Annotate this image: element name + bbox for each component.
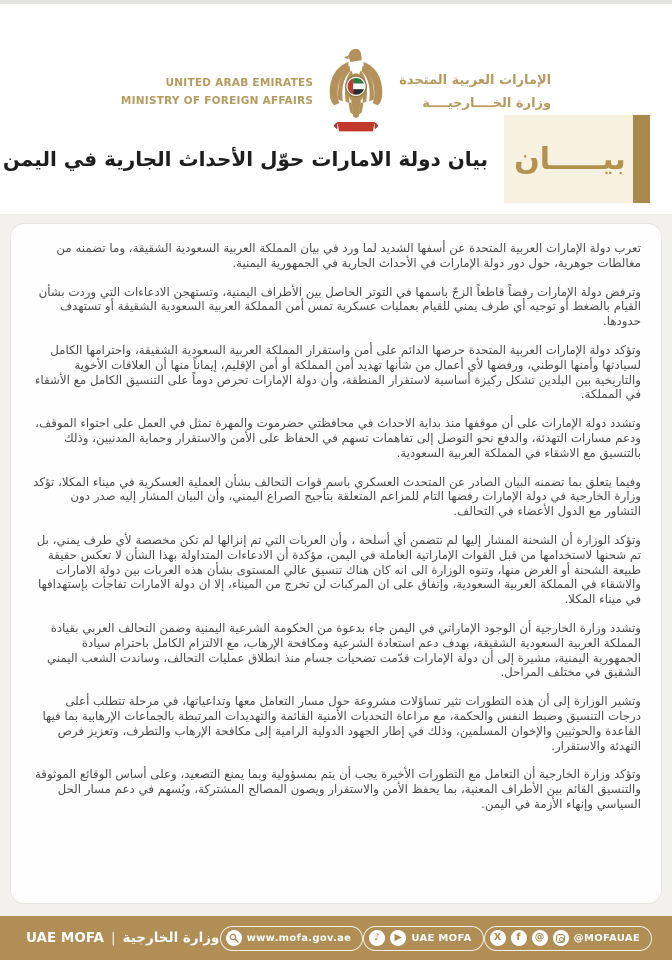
statement-paragraph: تعرب دولة الإمارات العربية المتحدة عن أسفها الشديد لما ورد في بيان المملكة العربية السعودية الشقيقة، وما تضمنه من مغالطات جوهرية، حول دور دولة الإمارات في الأحداث الجارية في الجمهورية اليمنية. [56,241,641,270]
footer-brand-en: UAE MOFA [26,930,104,946]
gold-accent-bar [633,115,650,203]
ministry-name-ar: وزارة الخــــارجيــــة [422,96,552,111]
statement-paragraph: وفيما يتعلق بما تضمنه البيان الصادر عن المتحدث العسكري باسم قوات التحالف بشأن العملية العسكرية في ميناء المكلا، تؤكد وزارة الخارجية في دولة الإمارات رفضها التام للمزاعم المتعلقة بتأجيج الصراع اليمني، وأن البيان المشار إليه صدر دون التشاور مع الدول الأعضاء في التحالف. [33,474,641,519]
statement-paragraph: وتؤكد الوزارة أن الشحنة المشار إليها لم تتضمن أي أسلحة ، وأن العربات التي تم إنزالها لم تكن مخصصة لأي طرف يمني، بل تم شحنها لاستخدامها من قبل القوات الإماراتية العاملة في اليمن، مؤكدة أن الادعاءات المتداولة بهذا الشأن لا تعكس حقيقة طبيعة الشحنة أو الغرض منها، وتنوه الوزارة الى انه كان هناك تنسيق عالي المستوى بشأن هذه العربات بين دولة الامارات والاشقاء في المملكة العربية السعودية، وإتفاق على ان المركبات لن تخرج من الميناء، إلا ان دولة الامارات تفاجأت بإستهدافها في ميناء المكلا. [36,532,641,607]
top-divider [0,0,672,4]
statement-paragraph: وتشدد دولة الإمارات على أن موقفها منذ بداية الاحداث في محافظتي حضرموت والمهرة تمثل في العمل على احتواء الموقف، ودعم مسارات التهدئة، والدفع نحو التوصل إلى تفاهمات تسهم في الحفاظ على الأمن والاستقرار وحماية المدنيين، وذلك بالتنسيق مع الاشقاء في المملكة العربية السعودية. [35,416,641,460]
video-channels-pill[interactable] [363,926,483,951]
ministry-name-arabic [399,69,551,116]
footer-brand-separator: | [110,930,116,946]
x-icon: X [490,930,506,946]
statement-paragraph: وتؤكد وزارة الخارجية أن التعامل مع التطورات الأخيرة يجب أن يتم بمسؤولية وبما يمنع التصعيد، وعلى أساس الوقائع الموثوقة والتنسيق القائم بين الأطراف المعنية، بما يحفظ الأمن والاستقرار ويصون المصالح المشتركة، ويُسهم في دعم مسار الحل السياسي وإنهاء الأزمة في اليمن. [34,767,641,811]
statement-body [0,214,672,916]
footer-brand [26,930,219,946]
ministry-name-en: MINISTRY OF FOREIGN AFFAIRS [120,95,314,107]
tiktok-icon: ♪ [369,930,385,946]
website-url: www.mofa.gov.ae [246,932,352,944]
country-name-en: UNITED ARAB EMIRATES [165,76,314,89]
facebook-icon: f [511,930,527,946]
statement-paragraph: وترفض دولة الإمارات رفضاً قاطعاً الزجّ باسمها في التوتر الحاصل بين الأطراف اليمنية، وتستهجن الادعاءات التي وردت بشأن القيام بالضغط أو توجيه أي طرف يمني للقيام بعمليات عسكرية تمس أمن المملكة العربية السعودية الشقيقة أو تستهدف حدودها. [38,284,641,329]
ministry-name-english [121,74,313,111]
instagram-icon [553,930,569,946]
footer-bar [0,916,672,960]
footer-brand-ar: وزارة الخارجية [122,930,220,946]
youtube-icon: ▶ [390,930,406,946]
threads-icon: @ [532,930,548,946]
social-media-pill[interactable] [484,926,652,951]
statement-label-box [504,115,650,203]
search-icon [226,930,242,946]
statement-paragraph: وتشير الوزارة إلى أن هذه التطورات تثير تساؤلات مشروعة حول مسار التعامل معها وتداعياتها، في مرحلة تتطلب أعلى درجات التنسيق وضبط النفس والحكمة، مع مراعاة التحديات الأمنية القائمة والتهديدات المرتبطة بالجماعات الإرهابية بما فيها القاعدة والحوثيين والإخوان المسلمين، وذلك في إطار الجهود الدولية الرامية إلى مكافحة الإرهاب والتطرف، وتعزيز فرص التهدئة والاستقرار. [42,694,641,753]
social-handle: @MOFAUAE [573,932,640,944]
statement-paragraph: وتشدد وزارة الخارجية أن الوجود الإماراتي في اليمن جاء بدعوة من الحكومة الشرعية اليمنية وضمن التحالف العربي بقيادة المملكة العربية السعودية الشقيقة، بهدف دعم استعادة الشرعية ومكافحة الإرهاب، مع الالتزام الكامل باحترام سيادة الجمهورية اليمنية، مشيرة إلى أن دولة الإمارات قدّمت تضحيات جسام منذ انطلاق عمليات التحالف، وساندت الشعب اليمني الشقيق في مختلف المراحل. [47,620,641,680]
country-name-ar: الإمارات العربية المتحدة [399,72,552,88]
statement-title-bar [0,114,650,204]
page-title: بيان دولة الامارات حوّل الأحداث الجارية في اليمن [2,147,488,171]
website-pill[interactable] [220,926,364,951]
statement-paragraph: وتؤكد دولة الإمارات العربية المتحدة حرصها الدائم على أمن واستقرار المملكة العربية السعودية الشقيقة، واحترامها الكامل لسيادتها وأمنها الوطني، ورفضها لأي أعمال من شأنها تهديد أمن المملكة أو أمن الإقليم، إيماناً منها أن العلاقات الأخوية والتاريخية بين البلدين تشكل ركيزة أساسية لاستقرار المنطقة، وأن دولة الإمارات تحرص دوماً على التنسيق الكامل مع الأشقاء في المملكة. [34,342,641,402]
statement-text-panel [10,223,662,904]
statement-label: بيـــــان [514,141,626,177]
channels-handle: UAE MOFA [411,932,472,944]
